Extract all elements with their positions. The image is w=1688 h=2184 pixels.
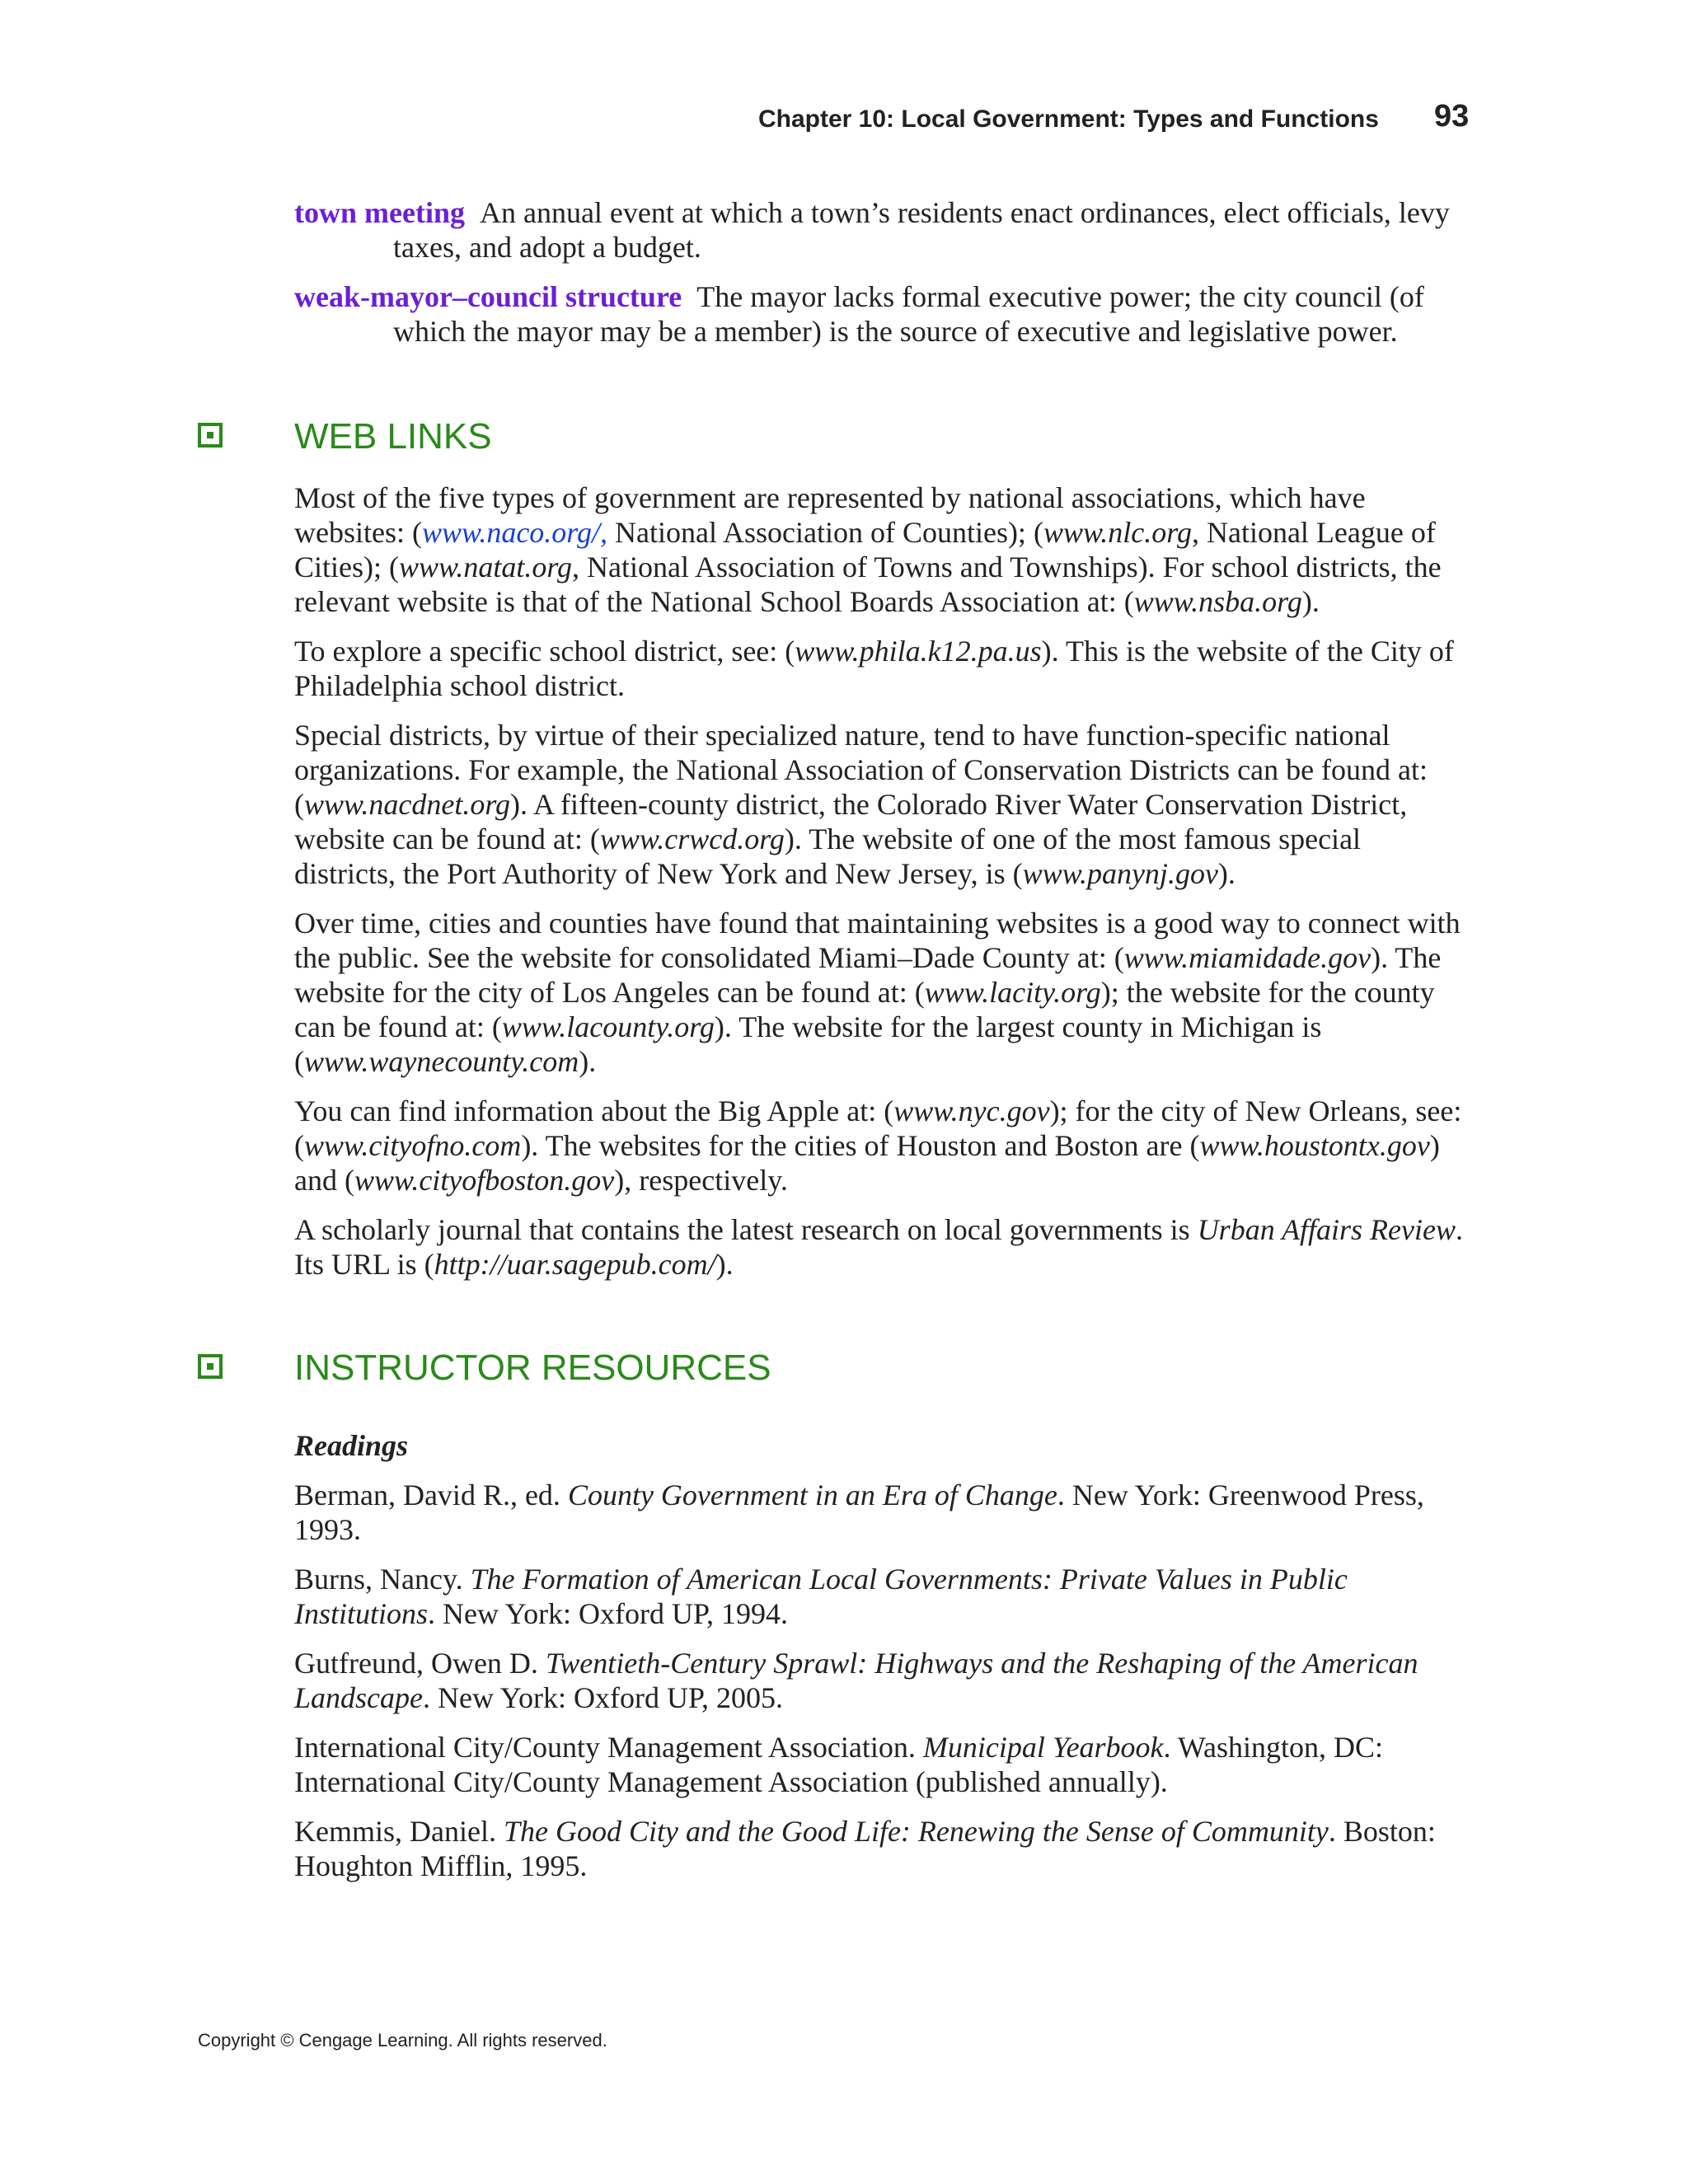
text: ). The website for the city of Los Angeles can be found at: ( — [294, 941, 1442, 1009]
text: ). The website for the largest county in Michigan is ( — [294, 1010, 1322, 1078]
link-nyc[interactable]: www.nyc.gov — [893, 1094, 1050, 1127]
paragraph — [294, 634, 1467, 703]
link-cityofno[interactable]: www.cityofno.com — [304, 1129, 522, 1162]
text: ), respectively. — [614, 1164, 788, 1197]
text: ). — [1217, 857, 1236, 890]
link-natat[interactable]: www.natat.org — [398, 551, 573, 583]
section-heading — [198, 1347, 1467, 1397]
text: You can find information about the Big Apple at: ( — [294, 1094, 894, 1127]
text: . Its URL is ( — [294, 1213, 1463, 1281]
glossary-entry — [294, 195, 1465, 265]
link-crwcd[interactable]: www.crwcd.org — [599, 823, 785, 855]
reading-entry — [294, 1646, 1467, 1715]
text: ). This is the website of the City of Philadelphia school district. — [294, 635, 1454, 702]
text: ); for the city of New Orleans, see: ( — [294, 1094, 1462, 1162]
section-bullet-icon — [198, 423, 223, 448]
glossary — [294, 195, 1465, 363]
reading-title: Twentieth-Century Sprawl: Highways and the Reshaping of the American Landscape — [294, 1647, 1418, 1714]
text: ). — [579, 1045, 597, 1078]
text: Over time, cities and counties have found that maintaining websites is a good way to connect with the public. See the website for consolidated Miami–Dade County at: ( — [294, 907, 1461, 974]
reading-entry — [294, 1730, 1467, 1799]
reading-entry — [294, 1814, 1467, 1883]
link-nsba[interactable]: www.nsba.org — [1133, 585, 1302, 618]
web-links-section — [198, 416, 1467, 1296]
paragraph — [294, 480, 1467, 619]
paragraph — [294, 718, 1467, 891]
text: ). The websites for the cities of Houston and Boston are ( — [521, 1129, 1200, 1162]
reading-entry — [294, 1478, 1467, 1547]
link-phila[interactable]: www.phila.k12.pa.us — [795, 635, 1042, 668]
reading-publisher: . Washington, DC: International City/County Management Association (published annually). — [294, 1731, 1383, 1798]
text: Special districts, by virtue of their specialized nature, tend to have function-specific national organizations. For example, the National Association of Conservation Districts can be found at: ( — [294, 719, 1428, 821]
reading-author: Berman, David R., ed. — [294, 1479, 568, 1511]
link-nacdnet[interactable]: www.nacdnet.org — [304, 788, 510, 821]
paragraph — [294, 906, 1467, 1079]
glossary-term: weak-mayor–council structure — [294, 280, 682, 313]
reading-title: The Good City and the Good Life: Renewing the Sense of Community — [503, 1815, 1329, 1848]
reading-author: Gutfreund, Owen D. — [294, 1647, 546, 1680]
paragraph — [294, 1212, 1467, 1282]
instructor-resources-section — [198, 1347, 1467, 1898]
link-lacounty[interactable]: www.lacounty.org — [501, 1010, 715, 1043]
reading-publisher: . New York: Oxford UP, 1994. — [428, 1597, 789, 1630]
web-links-title: WEB LINKS — [294, 416, 492, 457]
reading-author: International City/County Management Association. — [294, 1731, 923, 1764]
text: , National Association of Towns and Townships). For school districts, the relevant website is that of the National School Boards Association at: ( — [294, 551, 1442, 618]
reading-publisher: . Boston: Houghton Mifflin, 1995. — [294, 1815, 1436, 1882]
paragraph — [294, 1094, 1467, 1197]
chapter-title: Chapter 10: Local Government: Types and Functions — [758, 105, 1379, 133]
copyright-footer: Copyright © Cengage Learning. All rights reserved. — [198, 2030, 607, 2050]
reading-title: The Formation of American Local Governments: Private Values in Public Institutions — [294, 1563, 1348, 1630]
text: ) and ( — [294, 1129, 1440, 1197]
reading-entry — [294, 1562, 1467, 1631]
text: To explore a specific school district, see: ( — [294, 635, 795, 668]
link-uar-sagepub[interactable]: http://uar.sagepub.com/ — [434, 1248, 716, 1281]
section-bullet-icon — [198, 1354, 223, 1379]
link-cityofboston[interactable]: www.cityofboston.gov — [354, 1164, 615, 1197]
web-links-body — [294, 480, 1467, 1282]
reading-title: Municipal Yearbook — [922, 1731, 1164, 1764]
link-houstontx[interactable]: www.houstontx.gov — [1199, 1129, 1430, 1162]
text: National Association of Counties); ( — [607, 516, 1043, 549]
glossary-entry — [294, 279, 1465, 349]
text: ). — [715, 1248, 734, 1281]
text: Most of the five types of government are represented by national associations, which have websites: ( — [294, 481, 1366, 549]
readings-heading: Readings — [294, 1429, 409, 1462]
link-miamidade[interactable]: www.miamidade.gov — [1123, 941, 1372, 974]
glossary-definition: An annual event at which a town’s residents enact ordinances, elect officials, levy taxes, and adopt a budget. — [393, 196, 1450, 264]
link-naco[interactable]: www.naco.org/, — [421, 516, 607, 549]
text: ). A fifteen-county district, the Colorado River Water Conservation District, website can be found at: ( — [294, 788, 1408, 855]
link-lacity[interactable]: www.lacity.org — [924, 976, 1101, 1009]
reading-publisher: . New York: Oxford UP, 2005. — [423, 1681, 784, 1714]
readings-list — [294, 1428, 1467, 1883]
text: , National League of Cities); ( — [294, 516, 1436, 583]
reading-author: Kemmis, Daniel. — [294, 1815, 504, 1848]
link-panynj[interactable]: www.panynj.gov — [1022, 857, 1218, 890]
text: A scholarly journal that contains the latest research on local governments is — [294, 1213, 1198, 1246]
reading-publisher: . New York: Greenwood Press, 1993. — [294, 1479, 1424, 1546]
text: ); the website for the county can be found at: ( — [294, 976, 1435, 1043]
instructor-resources-title: INSTRUCTOR RESOURCES — [294, 1347, 771, 1388]
text: ). — [1301, 585, 1320, 618]
section-heading — [198, 416, 1467, 466]
text: ). The website of one of the most famous special districts, the Port Authority of New York and New Jersey, is ( — [294, 823, 1362, 890]
link-nlc[interactable]: www.nlc.org — [1043, 516, 1192, 549]
glossary-definition: The mayor lacks formal executive power; the city council (of which the mayor may be a member) is the source of executive and legislative power. — [393, 280, 1424, 348]
page-number: 93 — [1434, 99, 1470, 134]
reading-title: County Government in an Era of Change — [567, 1479, 1057, 1511]
reading-author: Burns, Nancy. — [294, 1563, 471, 1596]
journal-title: Urban Affairs Review — [1197, 1213, 1456, 1246]
running-header — [0, 99, 1688, 148]
link-waynecounty[interactable]: www.waynecounty.com — [304, 1045, 579, 1078]
glossary-term: town meeting — [294, 196, 465, 229]
